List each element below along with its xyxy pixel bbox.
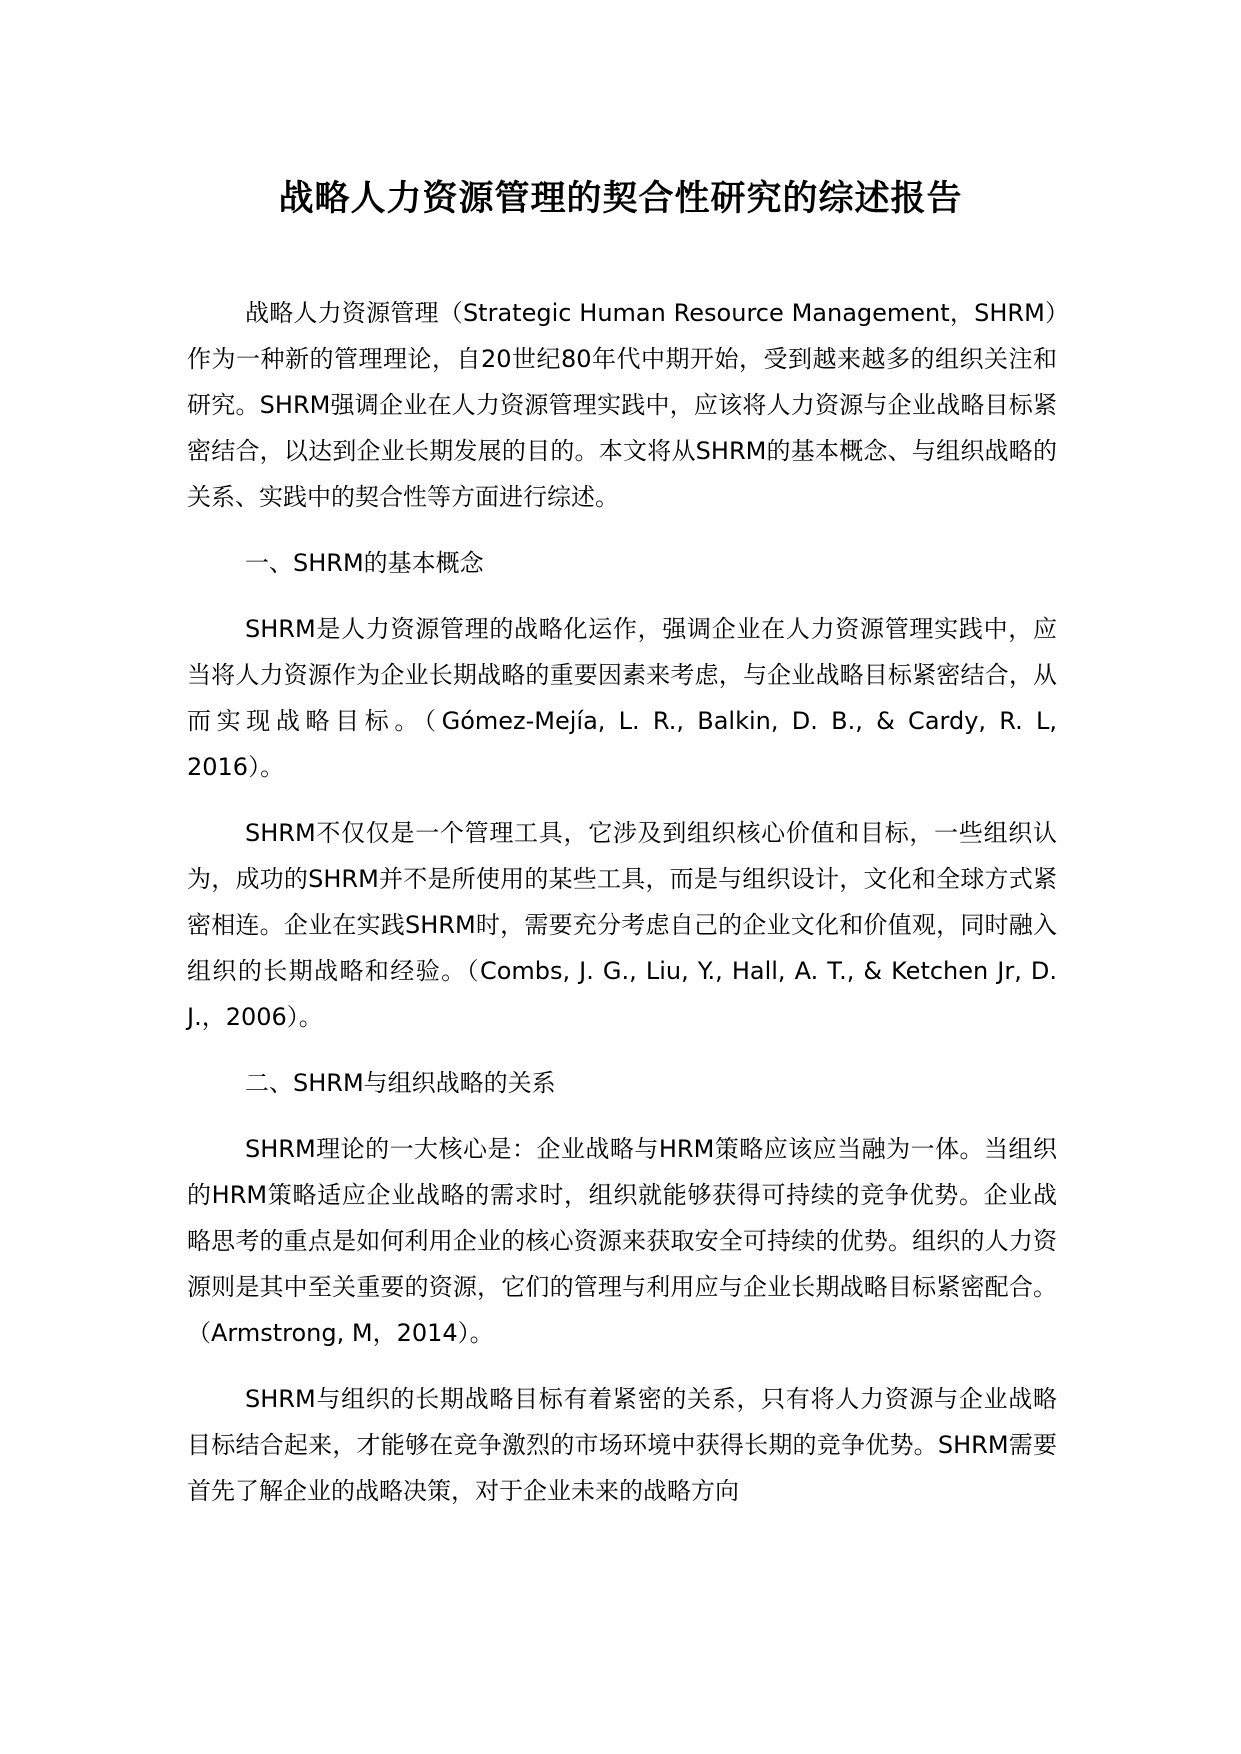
document-title: 战略人力资源管理的契合性研究的综述报告 <box>278 179 963 219</box>
intro-paragraph: 战略人力资源管理（Strategic Human Resource Management，SHRM）作为一种新的管理理论，自20世纪80年代中期开始，受到越来越多的组织关注和研究。SHRM强调企业在人力资源管理实践中，应该将人力资源与企业战略目标紧密结合，以达到企业长期发展的目的。本文将从SHRM的基本概念、与组织战略的关系、实践中的契合性等方面进行综述。 <box>187 299 1057 511</box>
body-paragraph: SHRM与组织的长期战略目标有着紧密的关系，只有将人力资源与企业战略目标结合起来，才能够在竞争激烈的市场环境中获得长期的竞争优势。SHRM需要首先了解企业的战略决策，对于企业未来的战略方向 <box>187 1385 1057 1505</box>
section-heading-basic-concept: 一、SHRM的基本概念 <box>245 549 484 577</box>
body-paragraph: SHRM是人力资源管理的战略化运作，强调企业在人力资源管理实践中，应当将人力资源作为企业长期战略的重要因素来考虑，与企业战略目标紧密结合，从而实现战略目标。（Gómez-Mejía, L. R., Balkin, D. B., & Cardy, R. L, 2016）。 <box>187 615 1057 781</box>
section-heading-strategy-relation: 二、SHRM与组织战略的关系 <box>245 1069 556 1097</box>
document-body <box>187 290 1057 1534</box>
body-paragraph: SHRM不仅仅是一个管理工具，它涉及到组织核心价值和目标，一些组织认为，成功的SHRM并不是所使用的某些工具，而是与组织设计，文化和全球方式紧密相连。企业在实践SHRM时，需要充分考虑自己的企业文化和价值观，同时融入组织的长期战略和经验。（Combs, J. G., Liu, Y., Hall, A. T., & Ketchen Jr, D. J.，2006）。 <box>187 819 1057 1031</box>
body-paragraph: SHRM理论的一大核心是：企业战略与HRM策略应该应当融为一体。当组织的HRM策略适应企业战略的需求时，组织就能够获得可持续的竞争优势。企业战略思考的重点是如何利用企业的核心资源来获取安全可持续的优势。组织的人力资源则是其中至关重要的资源，它们的管理与利用应与企业长期战略目标紧密配合。（Armstrong, M，2014）。 <box>187 1135 1057 1347</box>
